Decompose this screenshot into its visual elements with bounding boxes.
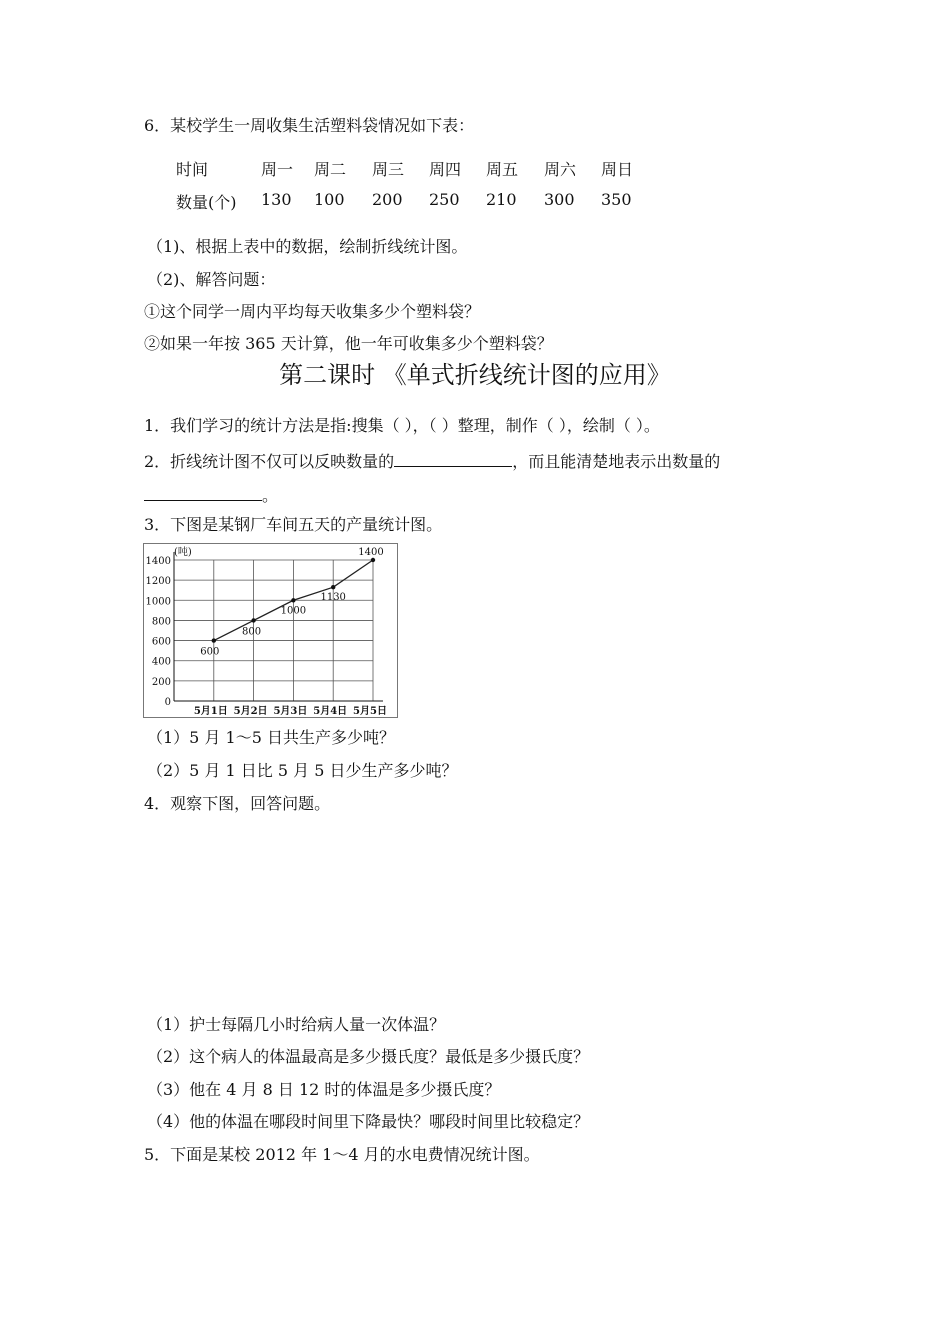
q6-value: 200 [372,190,403,209]
q6-day: 周日 [601,160,634,179]
chart-data-point [331,585,335,589]
chart-unit-label: (吨) [174,547,192,558]
q6-day: 周三 [372,160,405,179]
q4-part1: （1）护士每隔几小时给病人量一次体温？ [147,1015,446,1034]
q6-value: 350 [601,190,632,209]
q2-text-cont [144,484,278,506]
production-line-chart [143,543,398,718]
chart-data-label: 800 [242,626,262,638]
chart-y-tick-label: 600 [151,636,171,648]
q6-day: 周一 [261,160,294,179]
q6-value: 210 [486,190,517,209]
chart-y-tick-label: 200 [151,676,171,688]
q6-part1: （1)、根据上表中的数据，绘制折线统计图。 [147,237,468,256]
q2-answer-blank-1[interactable] [394,450,512,467]
q2-before: 2．折线统计图不仅可以反映数量的 [144,452,395,471]
q3-part2: （2）5 月 1 日比 5 月 5 日少生产多少吨？ [147,761,458,780]
q1-text: 1．我们学习的统计方法是指:搜集（ ），（ ）整理，制作（ ），绘制（ ）。 [144,416,660,435]
q2-end: 。 [262,486,279,505]
q4-part4: （4）他的体温在哪段时间里下降最快？哪段时间里比较稳定？ [147,1112,590,1131]
section-title: 第二课时 《单式折线统计图的应用》 [279,361,671,389]
chart-x-tick-label: 5月1日 [193,706,228,717]
q6-day: 周五 [486,160,519,179]
chart-data-label: 1400 [358,547,384,558]
q2-answer-blank-2[interactable] [144,484,262,501]
q6-value: 300 [544,190,575,209]
q6-day: 周二 [314,160,347,179]
chart-x-tick-label: 5月3日 [273,706,308,717]
q3-prompt: 3．下图是某钢厂车间五天的产量统计图。 [144,515,443,534]
chart-y-tick-label: 400 [151,656,171,668]
q6-value: 130 [261,190,292,209]
q2-text [144,450,720,472]
chart-data-point [291,598,295,602]
chart-y-tick-label: 800 [151,616,171,628]
chart-y-tick-label: 1400 [145,556,171,567]
q6-prompt: 6．某校学生一周收集生活塑料袋情况如下表： [144,116,475,135]
chart-y-tick-label: 1200 [145,576,171,588]
chart-data-labels [200,547,383,658]
chart-x-tick-label: 5月4日 [313,706,348,717]
q6-day: 周六 [544,160,577,179]
q6-row-label-time: 时间 [176,160,209,179]
q2-middle: ，而且能清楚地表示出数量的 [512,452,721,471]
chart-data-point [371,558,375,562]
chart-data-label: 600 [200,646,220,658]
chart-data-point [251,618,255,622]
chart-x-tick-label: 5月5日 [353,706,387,717]
chart-y-tick-label: 1000 [145,596,171,608]
q6-part2: （2)、解答问题： [147,270,276,289]
q4-prompt: 4．观察下图，回答问题。 [144,794,331,813]
q6-value: 100 [314,190,345,209]
q6-value: 250 [429,190,460,209]
chart-y-tick-label: 0 [164,697,171,708]
production-line-chart-svg [144,544,397,717]
chart-x-ticks [194,704,387,717]
q6-sub1: ①这个同学一周内平均每天收集多少个塑料袋？ [144,302,481,321]
chart-y-ticks [146,556,171,708]
q6-day: 周四 [429,160,462,179]
q6-row-label-qty: 数量(个) [176,193,237,212]
q3-part1: （1）5 月 1～5 日共生产多少吨？ [147,728,395,747]
q4-part3: （3）他在 4 月 8 日 12 时的体温是多少摄氏度？ [147,1080,501,1099]
chart-data-point [212,638,216,642]
chart-data-label: 1130 [320,592,346,604]
chart-data-label: 1000 [280,605,307,617]
q6-sub2: ②如果一年按 365 天计算，他一年可收集多少个塑料袋？ [144,334,553,353]
q4-part2: （2）这个病人的体温最高是多少摄氏度？最低是多少摄氏度？ [147,1047,590,1066]
chart-x-tick-label: 5月2日 [233,706,268,717]
q5-prompt: 5．下面是某校 2012 年 1～4 月的水电费情况统计图。 [144,1145,540,1164]
